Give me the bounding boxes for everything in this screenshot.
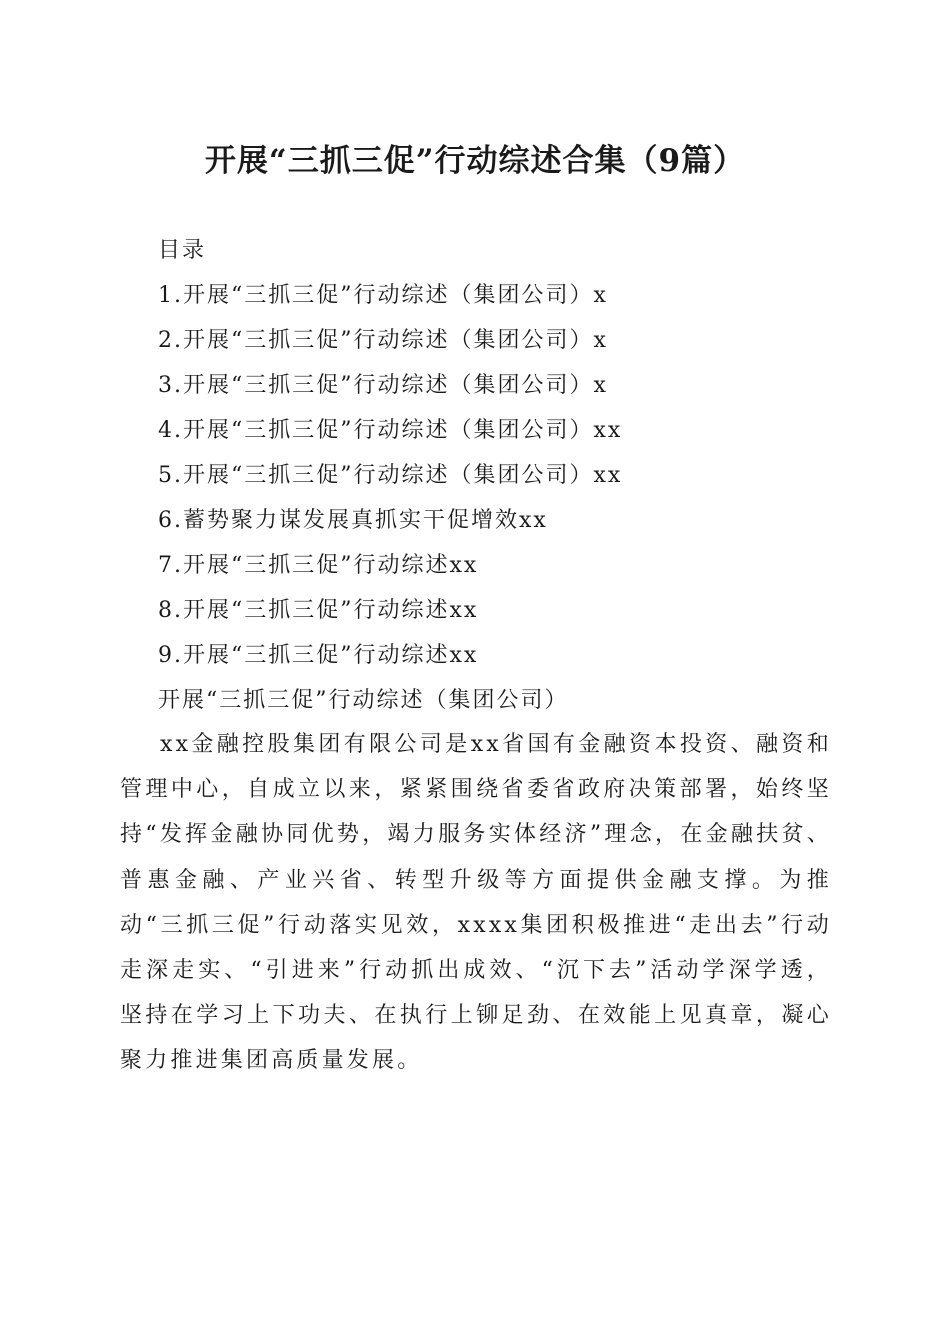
toc-item: 4.开展“三抓三促”行动综述（集团公司）xx (158, 418, 623, 443)
toc-item: 5.开展“三抓三促”行动综述（集团公司）xx (158, 463, 623, 488)
toc-item: 3.开展“三抓三促”行动综述（集团公司）x (158, 373, 608, 398)
toc-item: 9.开展“三抓三促”行动综述xx (158, 643, 479, 668)
toc-item: 2.开展“三抓三促”行动综述（集团公司）x (158, 328, 608, 353)
toc-item: 7.开展“三抓三促”行动综述xx (158, 553, 479, 578)
toc-item: 8.开展“三抓三促”行动综述xx (158, 598, 479, 623)
table-of-contents (158, 228, 858, 723)
document-title: 开展“三抓三促”行动综述合集（9篇） (204, 143, 746, 179)
toc-item: 6.蓄势聚力谋发展真抓实干促增效xx (158, 508, 548, 533)
toc-heading: 目录 (158, 238, 207, 263)
toc-item: 1.开展“三抓三促”行动综述（集团公司）x (158, 283, 608, 308)
section-title: 开展“三抓三促”行动综述（集团公司） (158, 688, 569, 713)
body-paragraph: xx金融控股集团有限公司是xx省国有金融资本投资、融资和管理中心，自成立以来，紧紧围绕省委省政府决策部署，始终坚持“发挥金融协同优势，竭力服务实体经济”理念，在金融扶贫、普惠金融、产业兴省、转型升级等方面提供金融支撑。为推动“三抓三促”行动落实见效，xxxx集团积极推进“走出去”行动走深走实、“引进来”行动抓出成效、“沉下去”活动学深学透，坚持在学习上下功夫、在执行上铆足劲、在效能上见真章，凝心聚力推进集团高质量发展。 (120, 732, 832, 1074)
